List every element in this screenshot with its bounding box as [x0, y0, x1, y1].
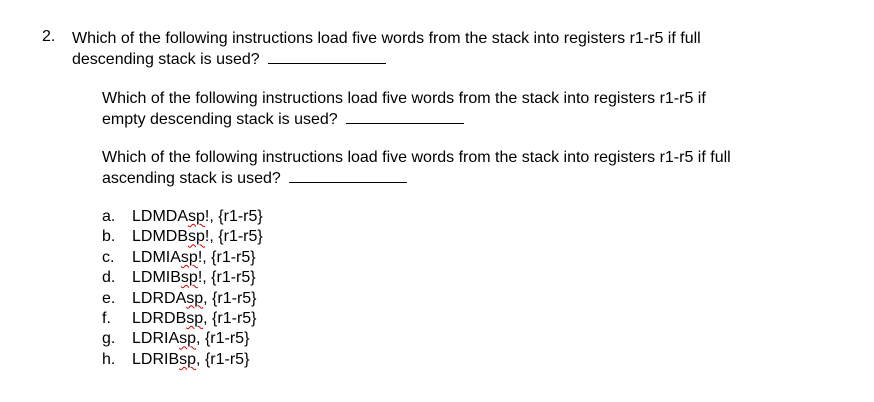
answer-option: [102, 289, 263, 309]
option-letter: h.: [102, 350, 116, 368]
answer-blank-1[interactable]: [268, 49, 386, 64]
option-register: sp: [186, 289, 204, 307]
answer-option: [102, 329, 263, 349]
option-letter: a.: [102, 208, 116, 225]
option-register-list: {r1-r5}: [204, 330, 250, 348]
option-opcode: LDMDB: [132, 228, 189, 246]
answer-option: [102, 268, 263, 288]
answer-option: [102, 248, 263, 268]
option-opcode: LDRDB: [132, 310, 187, 328]
option-suffix: ,: [196, 350, 201, 368]
option-opcode: LDRDA: [132, 289, 187, 307]
option-letter: e.: [102, 289, 116, 307]
option-register: sp: [179, 350, 197, 368]
option-register-list: {r1-r5}: [211, 248, 256, 266]
answer-option: [102, 207, 263, 227]
sub2-line-2: ascending stack is used?: [102, 170, 281, 187]
answer-option: [102, 309, 263, 329]
option-register: sp: [186, 310, 204, 328]
answer-options-list: [102, 207, 263, 370]
option-register: sp: [180, 269, 198, 287]
option-opcode: LDMIA: [132, 248, 181, 266]
option-opcode: LDRIA: [132, 330, 180, 348]
question-main-line-1: Which of the following instructions load five words from the stack into registers r1-r5 if full: [72, 30, 701, 47]
option-letter: d.: [102, 269, 116, 287]
option-letter: b.: [102, 228, 116, 246]
option-register: sp: [180, 248, 198, 266]
option-opcode: LDMDA: [132, 208, 189, 225]
option-letter: g.: [102, 330, 116, 348]
option-register-list: {r1-r5}: [218, 228, 263, 246]
option-register-list: {r1-r5}: [204, 350, 250, 368]
option-register-list: {r1-r5}: [212, 310, 257, 328]
answer-blank-2[interactable]: [346, 109, 464, 124]
option-suffix: ,: [196, 330, 201, 348]
option-register-list: {r1-r5}: [211, 269, 256, 287]
option-letter: c.: [102, 248, 115, 266]
option-register-list: {r1-r5}: [212, 289, 257, 307]
option-suffix: !,: [204, 228, 214, 246]
option-register-list: {r1-r5}: [218, 208, 263, 225]
question-main-text: [72, 28, 842, 70]
sub1-line-1: Which of the following instructions load five words from the stack into registers r1-r5 if: [102, 90, 706, 107]
option-suffix: ,: [203, 289, 208, 307]
answer-blank-3[interactable]: [289, 168, 407, 183]
option-suffix: !,: [204, 208, 214, 225]
option-register: sp: [179, 330, 197, 348]
option-opcode: LDRIB: [132, 350, 180, 368]
option-opcode: LDMIB: [132, 269, 181, 287]
sub2-line-2-row: [102, 168, 832, 189]
answer-option: [102, 227, 263, 247]
option-register: sp: [188, 208, 205, 225]
sub1-line-2: empty descending stack is used?: [102, 111, 338, 128]
sub2-line-1: Which of the following instructions load five words from the stack into registers r1-r5 if full: [102, 149, 731, 166]
sub1-line-2-row: [102, 109, 832, 130]
question-number: 2.: [42, 28, 56, 45]
option-suffix: !,: [197, 248, 207, 266]
option-letter: f.: [102, 310, 111, 328]
question-main-line-2: descending stack is used?: [72, 51, 260, 68]
option-suffix: !,: [197, 269, 207, 287]
sub-question-empty-descending: [102, 89, 832, 130]
option-suffix: ,: [203, 310, 208, 328]
answer-option: [102, 350, 263, 370]
question-main-line-2-row: [72, 49, 842, 70]
sub-question-full-ascending: [102, 148, 832, 189]
option-register: sp: [188, 228, 205, 246]
